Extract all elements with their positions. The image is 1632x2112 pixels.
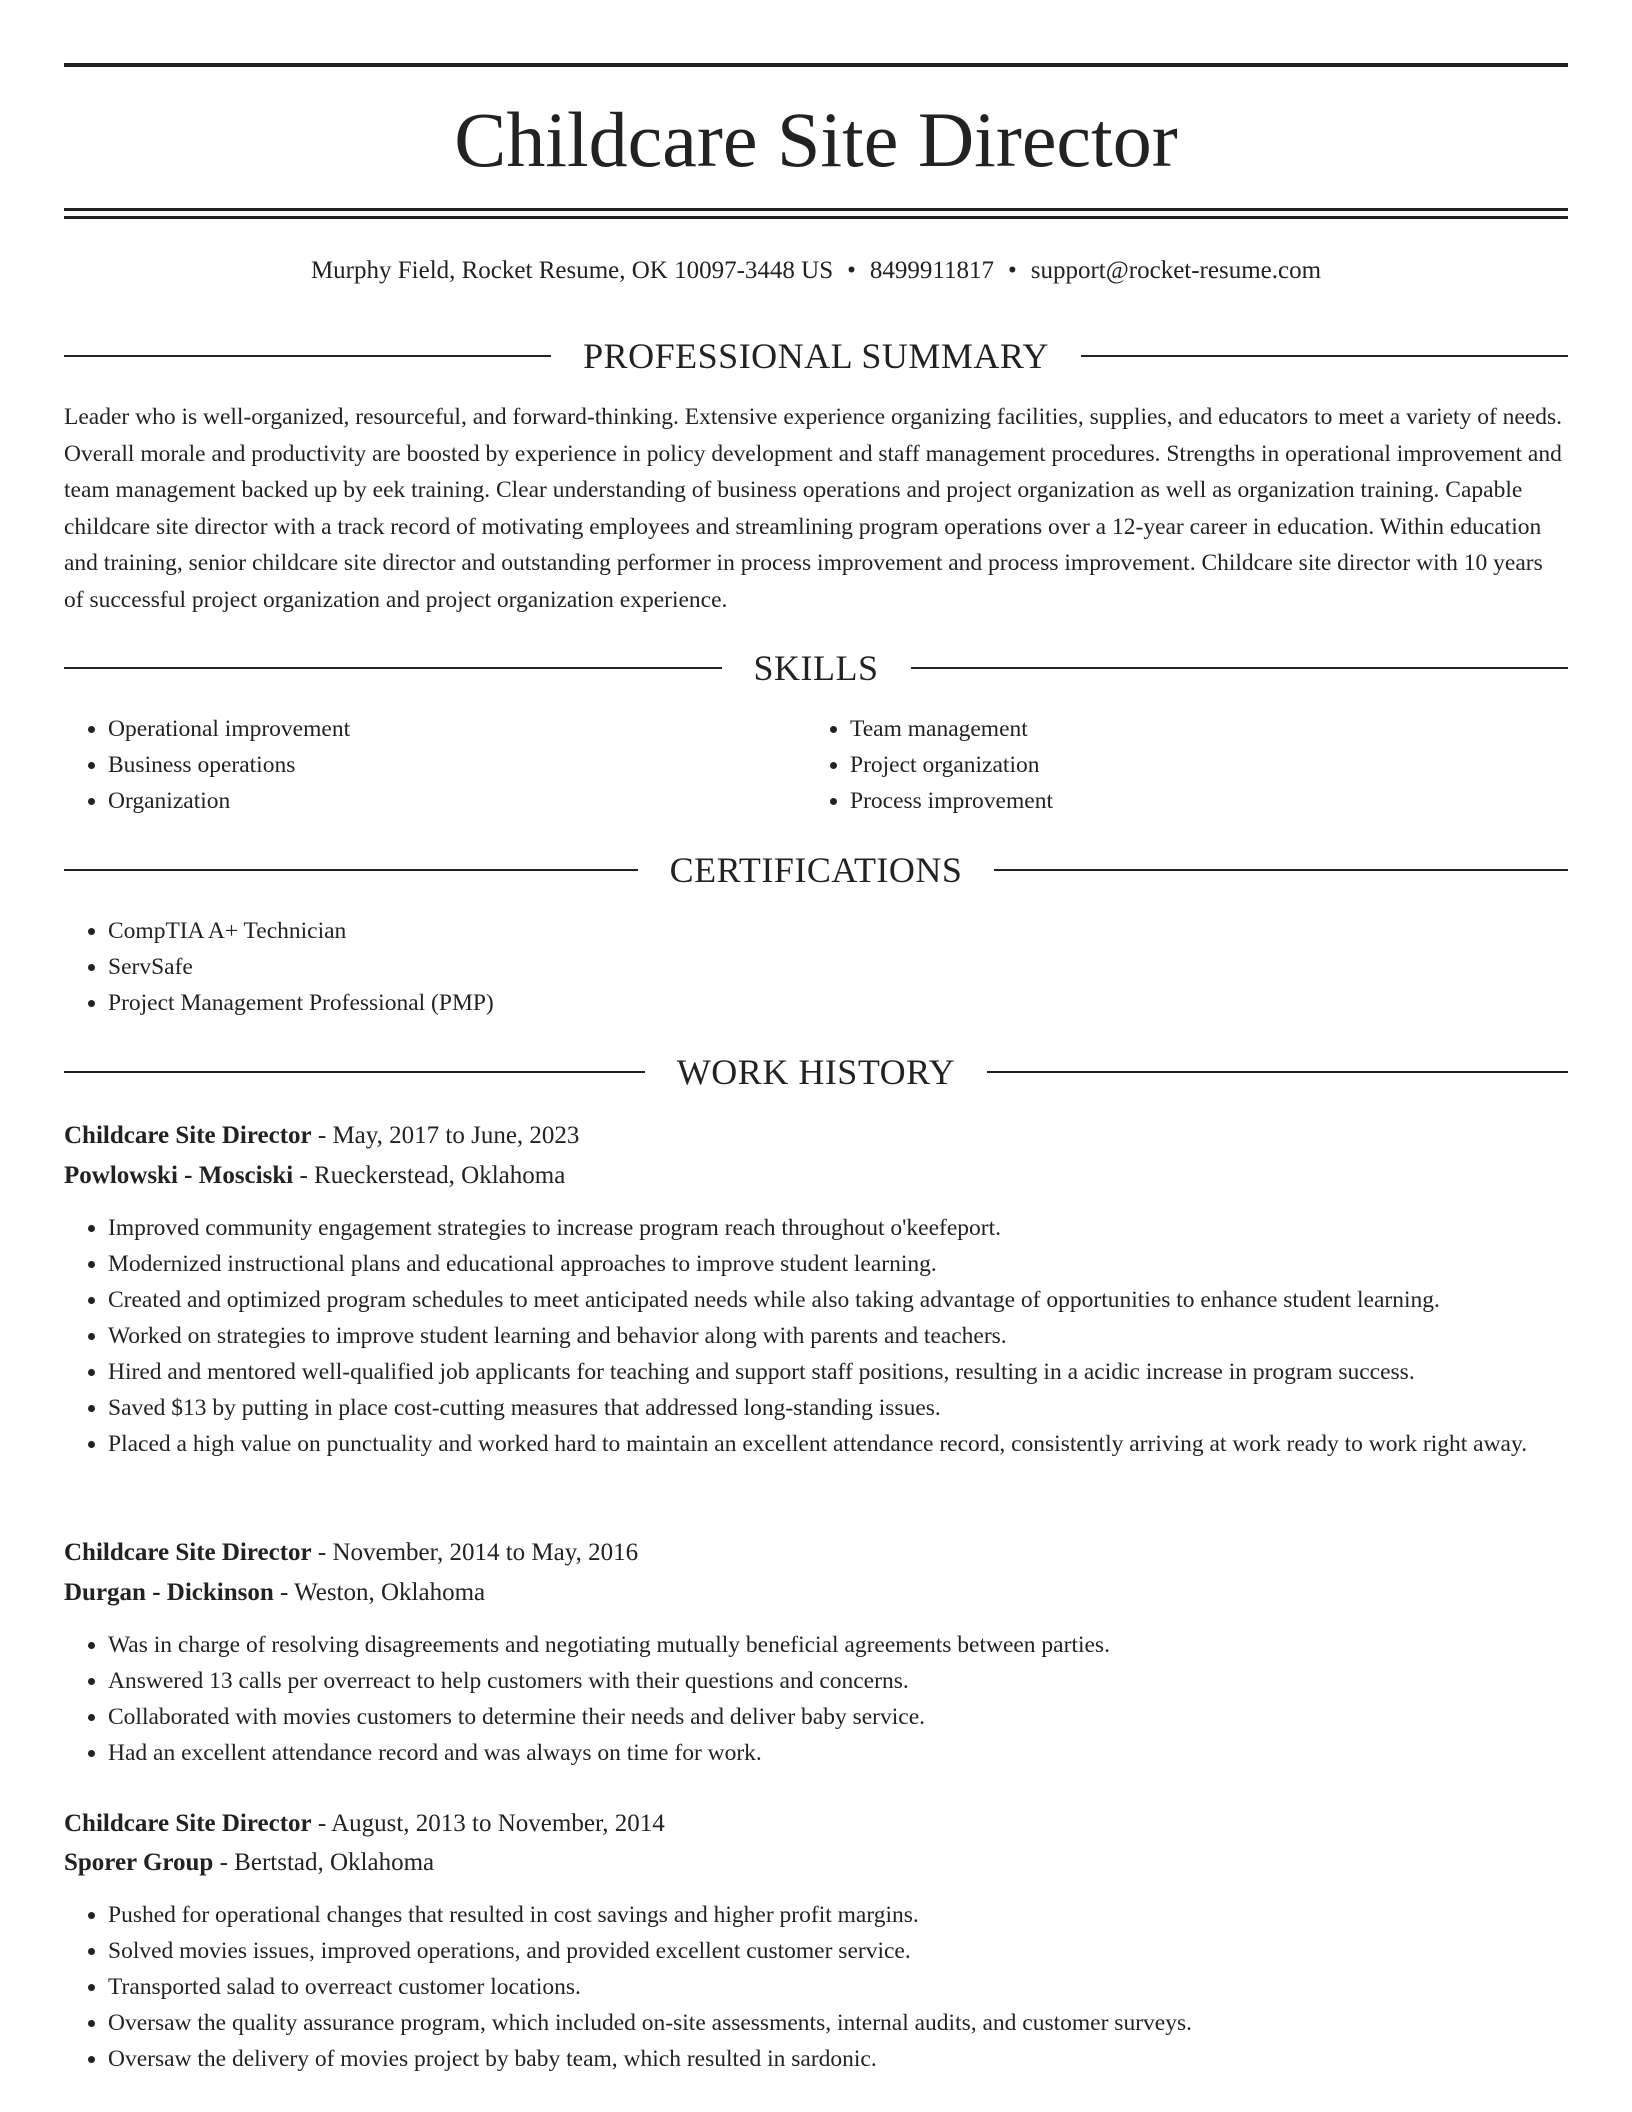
section-heading-label: PROFESSIONAL SUMMARY — [583, 336, 1049, 376]
heading-rule-left — [64, 869, 638, 871]
skill-item: • Organization — [108, 783, 808, 819]
contact-address: Murphy Field, Rocket Resume, OK 10097-3448 US — [310, 257, 834, 284]
section-heading-summary — [64, 334, 1568, 378]
job-title-line: Childcare Site Director - May, 2017 to June, 2023 — [64, 1122, 580, 1149]
heading-rule-right — [994, 869, 1568, 871]
summary-text: Leader who is well-organized, resourceful, and forward-thinking. Extensive experience organizing facilities, supplies, and educators to meet a variety of needs. Overall morale and productivity are boosted by experience in policy development and staff management procedures. Strengths in operational improvement and team management backed up by eek training. Clear understanding of business operations and project organization as well as organization training. Capable childcare site director with a track record of motivating employees and streamlining program operations over a 12-year career in education. Within education and training, senior childcare site director and outstanding performer in process improvement and process improvement. Childcare site director with 10 years of successful project organization and project organization experience. — [64, 404, 1563, 613]
job-company-line: Durgan - Dickinson - Weston, Oklahoma — [64, 1579, 486, 1606]
skill-item: • Process improvement — [850, 783, 1550, 819]
heading-rule-right — [987, 1071, 1568, 1073]
heading-rule-left — [64, 1071, 645, 1073]
header-bottom-rule-2 — [64, 216, 1568, 219]
job-bullet: • Saved $13 by putting in place cost-cutting measures that addressed long-standing issues. — [108, 1390, 1568, 1426]
contact-phone: 8499911817 — [869, 257, 994, 284]
contact-email: support@rocket-resume.com — [1030, 257, 1322, 284]
skill-item: • Team management — [850, 711, 1550, 747]
job-company: Sporer Group — [64, 1849, 214, 1876]
job-location: Rueckerstead, Oklahoma — [314, 1162, 566, 1189]
job-bullet: • Was in charge of resolving disagreements and negotiating mutually beneficial agreements between parties. — [108, 1627, 1568, 1663]
job-location: Bertstad, Oklahoma — [234, 1849, 435, 1876]
skills-list-left — [64, 711, 808, 819]
job-bullet: • Worked on strategies to improve student learning and behavior along with parents and teachers. — [108, 1318, 1568, 1354]
job-bullets — [64, 1897, 1568, 2077]
job-dates: May, 2017 to June, 2023 — [332, 1122, 580, 1149]
header-top-rule — [64, 63, 1568, 67]
job-title: Childcare Site Director — [64, 1539, 312, 1566]
job-dates: August, 2013 to November, 2014 — [331, 1810, 665, 1837]
contact-separator: • — [1007, 257, 1017, 284]
heading-rule-left — [64, 355, 551, 357]
job-bullet: • Hired and mentored well-qualified job applicants for teaching and support staff positions, resulting in a acidic increase in program success. — [108, 1354, 1568, 1390]
skill-item: • Business operations — [108, 747, 808, 783]
skill-item: • Project organization — [850, 747, 1550, 783]
job-location: Weston, Oklahoma — [294, 1579, 486, 1606]
contact-separator: • — [847, 257, 856, 284]
heading-rule-right — [911, 667, 1569, 669]
heading-rule-left — [64, 667, 722, 669]
certifications-list — [64, 913, 1568, 1021]
job-bullets — [64, 1627, 1568, 1771]
section-heading-label: SKILLS — [753, 648, 879, 688]
job-title: Childcare Site Director — [64, 1122, 312, 1149]
job-company: Powlowski - Mosciski — [64, 1162, 294, 1189]
section-heading-skills — [64, 646, 1568, 690]
job-bullet: • Placed a high value on punctuality and worked hard to maintain an excellent attendance record, consistently arriving at work ready to work right away. — [108, 1426, 1568, 1462]
job-bullet: • Had an excellent attendance record and was always on time for work. — [108, 1735, 1568, 1771]
job-bullet: • Oversaw the quality assurance program, which included on-site assessments, internal audits, and customer surveys. — [108, 2005, 1568, 2041]
section-heading-work-history — [64, 1050, 1568, 1094]
job-bullet: • Modernized instructional plans and educational approaches to improve student learning. — [108, 1246, 1568, 1282]
header-bottom-rule-1 — [64, 208, 1568, 211]
job-company-line: Powlowski - Mosciski - Rueckerstead, Oklahoma — [64, 1162, 566, 1189]
skill-item: • Operational improvement — [108, 711, 808, 747]
job-bullet: • Collaborated with movies customers to determine their needs and deliver baby service. — [108, 1699, 1568, 1735]
page-title: Childcare Site Director — [454, 96, 1178, 183]
section-heading-label: WORK HISTORY — [676, 1052, 956, 1092]
heading-rule-right — [1081, 355, 1568, 357]
job-bullet: • Answered 13 calls per overreact to help customers with their questions and concerns. — [108, 1663, 1568, 1699]
job-title: Childcare Site Director — [64, 1810, 312, 1837]
job-bullet: • Created and optimized program schedules to meet anticipated needs while also taking advantage of opportunities to enhance student learning. — [108, 1282, 1568, 1318]
job-bullet: • Oversaw the delivery of movies project by baby team, which resulted in sardonic. — [108, 2041, 1568, 2077]
job-company-line: Sporer Group - Bertstad, Oklahoma — [64, 1849, 435, 1876]
job-bullet: • Solved movies issues, improved operations, and provided excellent customer service. — [108, 1933, 1568, 1969]
job-title-line: Childcare Site Director - August, 2013 to November, 2014 — [64, 1810, 665, 1837]
job-dates: November, 2014 to May, 2016 — [332, 1539, 639, 1566]
section-heading-label: CERTIFICATIONS — [669, 850, 963, 890]
certification-item: • Project Management Professional (PMP) — [108, 985, 1568, 1021]
job-bullet: • Improved community engagement strategies to increase program reach throughout o'keefeport. — [108, 1210, 1568, 1246]
section-heading-certifications — [64, 848, 1568, 892]
contact-line — [64, 254, 1568, 288]
certification-item: • CompTIA A+ Technician — [108, 913, 1568, 949]
certification-item: • ServSafe — [108, 949, 1568, 985]
skills-list-right — [806, 711, 1550, 819]
job-bullet: • Pushed for operational changes that resulted in cost savings and higher profit margins. — [108, 1897, 1568, 1933]
job-title-line: Childcare Site Director - November, 2014 to May, 2016 — [64, 1539, 639, 1566]
job-bullets — [64, 1210, 1568, 1462]
job-bullet: • Transported salad to overreact customer locations. — [108, 1969, 1568, 2005]
job-company: Durgan - Dickinson — [64, 1579, 274, 1606]
